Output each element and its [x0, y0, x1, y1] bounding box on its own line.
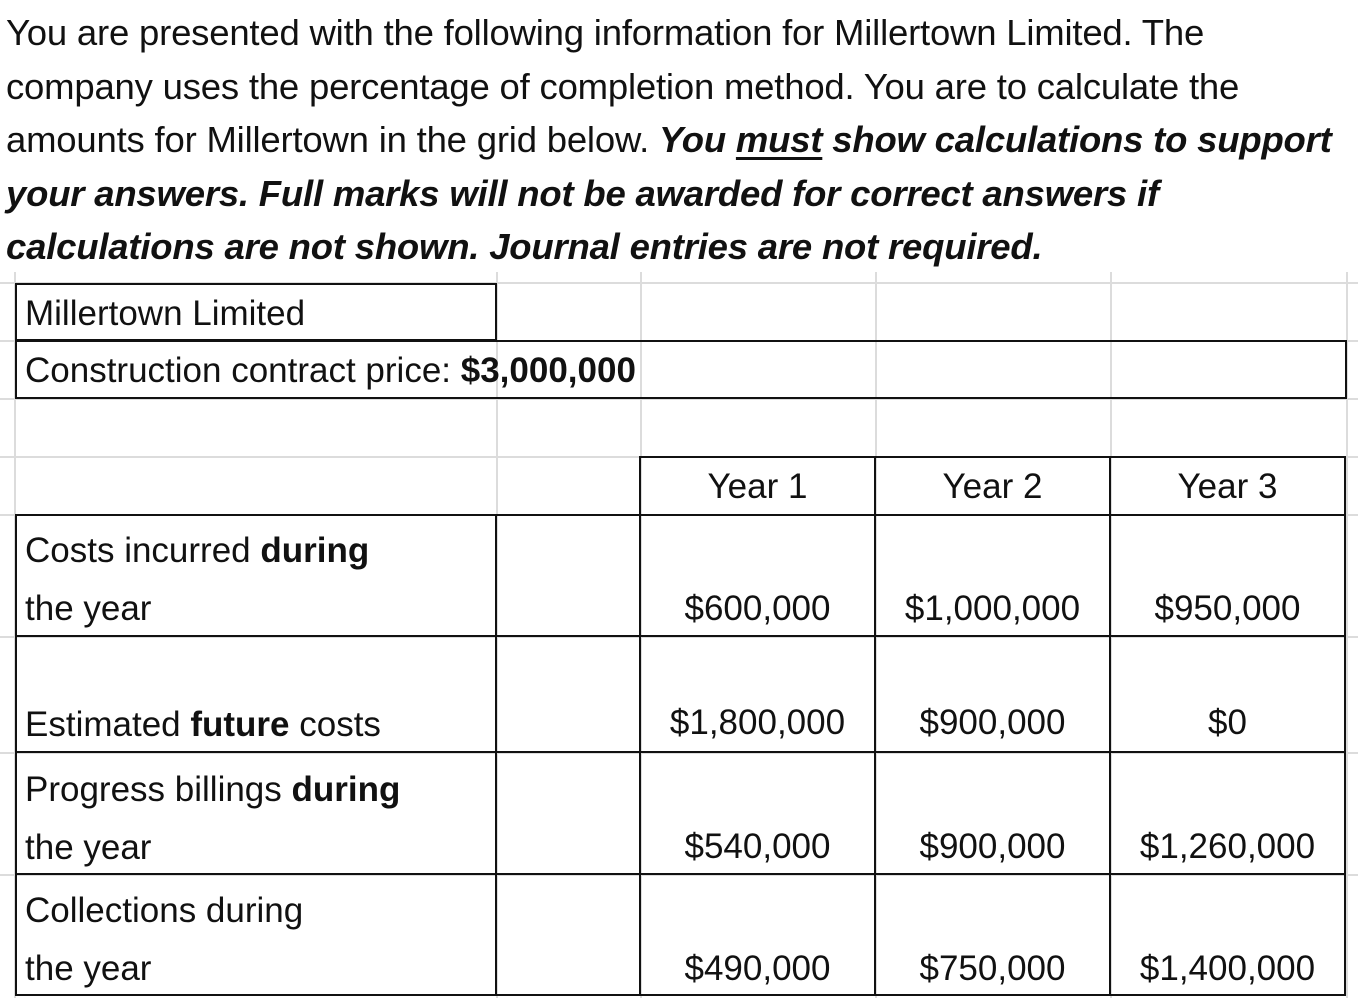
contract-price-value: $3,000,000	[460, 351, 636, 390]
year-header: Year 3	[1177, 467, 1278, 506]
table-cell: $600,000	[684, 589, 831, 628]
table-cell: $1,000,000	[904, 589, 1081, 628]
instructions-paragraph	[6, 6, 1346, 274]
table-cell: $1,800,000	[669, 703, 846, 742]
table-cell: $490,000	[684, 949, 831, 988]
table-cell: $540,000	[684, 827, 831, 866]
contract-price-cell	[15, 340, 1347, 399]
row-label-estimated-future-costs: Estimated future costs	[25, 705, 381, 744]
table-cell: $950,000	[1154, 589, 1301, 628]
year-header: Year 2	[942, 467, 1043, 506]
row-label-progress-billings: Progress billings during the year	[25, 770, 401, 867]
table-cell: $1,400,000	[1139, 949, 1316, 988]
table-cell: $900,000	[919, 827, 1066, 866]
table-cell: $0	[1208, 703, 1247, 742]
row-label-costs-incurred: Costs incurred during the year	[25, 531, 370, 628]
contract-price-label: Construction contract price:	[25, 351, 461, 390]
must-underlined: must	[735, 119, 823, 160]
row-label-collections: Collections during the year	[25, 891, 304, 988]
instructions-text: You are presented with the following information for Millertown Limited. The company uses the percentage of completion method. You are to calculate the amounts for Millertown in the grid below.	[6, 12, 1240, 160]
company-name-cell: Millertown Limited	[15, 283, 497, 341]
table-cell: $750,000	[919, 949, 1066, 988]
table-border	[1344, 456, 1346, 996]
table-border	[495, 514, 497, 996]
table-cell: $900,000	[919, 703, 1066, 742]
table-cell: $1,260,000	[1139, 827, 1316, 866]
year-header: Year 1	[707, 467, 808, 506]
instructions-emphasis: You must show calculations to support your answers. Full marks will not be awarded for correct answers if calculations are not shown. Journal entries are not required.	[6, 119, 1332, 267]
